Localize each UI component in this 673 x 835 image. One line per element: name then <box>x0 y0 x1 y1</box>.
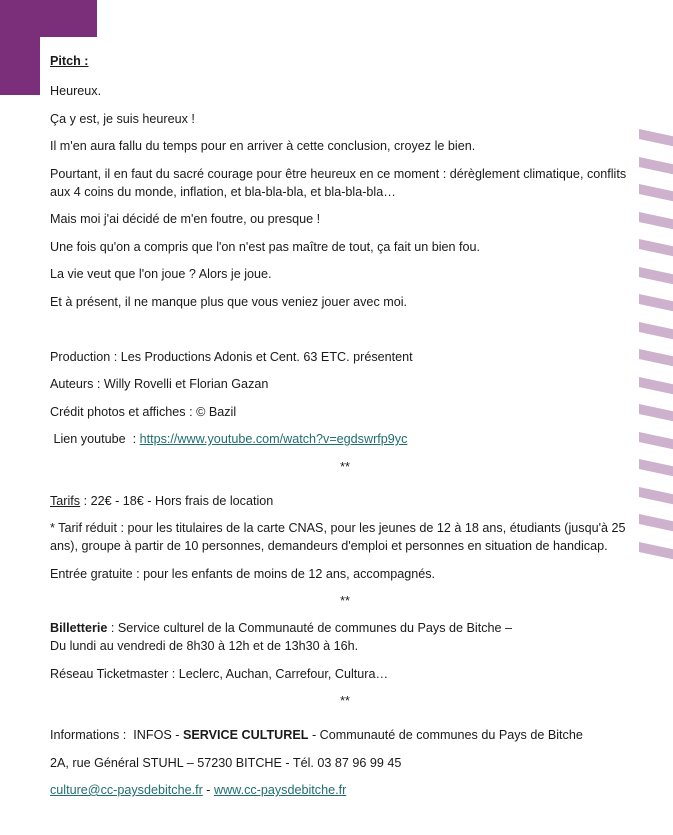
email-link[interactable]: culture@cc-paysdebitche.fr <box>50 783 203 797</box>
pitch-paragraph: Ça y est, je suis heureux ! <box>50 111 195 126</box>
billetterie-label: Billetterie <box>50 621 108 635</box>
side-stripes-decoration <box>639 127 673 569</box>
stripe <box>639 212 673 235</box>
auteurs-line: Auteurs : Willy Rovelli et Florian Gazan <box>50 377 269 391</box>
production-line: Production : Les Productions Adonis et Cent. 63 ETC. présentent <box>50 349 413 364</box>
stripe <box>639 294 673 317</box>
pitch-title: Pitch : <box>50 54 89 68</box>
link-separator: - <box>202 783 214 797</box>
stripe <box>639 514 673 537</box>
stripe <box>639 404 673 427</box>
pitch-paragraph: Et à présent, il ne manque plus que vous veniez jouer avec moi. <box>50 294 408 309</box>
document-body <box>50 52 640 799</box>
separator: ** <box>340 694 350 708</box>
stripe <box>639 349 673 372</box>
youtube-link[interactable]: https://www.youtube.com/watch?v=egdswrfp9yc <box>139 432 408 446</box>
service-culturel: SERVICE CULTUREL <box>182 728 309 742</box>
billetterie-line <box>50 619 640 637</box>
corner-bar-decoration <box>0 37 40 95</box>
stripe <box>639 129 673 152</box>
youtube-line <box>50 430 640 448</box>
corner-decoration <box>0 0 97 37</box>
stripe <box>639 542 673 565</box>
website-link[interactable]: www.cc-paysdebitche.fr <box>213 783 347 797</box>
stripe <box>639 157 673 180</box>
stripe <box>639 432 673 455</box>
tarifs-line <box>50 492 640 510</box>
youtube-label: Lien youtube : <box>50 432 140 446</box>
pitch-paragraph: Pourtant, il en faut du sacré courage pour être heureux en ce moment : dérèglement climatique, conflits aux 4 coins du monde, inflation, et bla-bla-bla, et bla-bla-bla… <box>50 166 627 199</box>
stripe <box>639 239 673 262</box>
stripe <box>639 322 673 345</box>
tarifs-label: Tarifs <box>50 493 81 508</box>
billetterie-text: : Service culturel de la Communauté de communes du Pays de Bitche – <box>107 621 513 635</box>
stripe <box>639 487 673 510</box>
billetterie-hours: Du lundi au vendredi de 8h30 à 12h et de 13h30 à 16h. <box>50 639 359 653</box>
pitch-paragraph: La vie veut que l'on joue ? Alors je joue. <box>50 267 272 281</box>
stripe <box>639 184 673 207</box>
reseau-ticketmaster: Réseau Ticketmaster : Leclerc, Auchan, Carrefour, Cultura… <box>50 666 389 681</box>
pitch-paragraph: Mais moi j'ai décidé de m'en foutre, ou presque ! <box>50 212 321 226</box>
contact-links <box>50 781 640 799</box>
informations-line <box>50 726 640 744</box>
separator: ** <box>340 594 350 608</box>
stripe <box>639 459 673 482</box>
informations-suffix: - Communauté de communes du Pays de Bitche <box>308 728 583 742</box>
address-line: 2A, rue Général STUHL – 57230 BITCHE - Tél. 03 87 96 99 45 <box>50 755 402 770</box>
pitch-paragraph: Une fois qu'on a compris que l'on n'est pas maître de tout, ça fait un bien fou. <box>50 239 481 254</box>
tarifs-value: : 22€ - 18€ - Hors frais de location <box>80 493 274 508</box>
entree-gratuite: Entrée gratuite : pour les enfants de moins de 12 ans, accompagnés. <box>50 566 436 581</box>
pitch-paragraph: Il m'en aura fallu du temps pour en arriver à cette conclusion, croyez le bien. <box>50 139 476 153</box>
tarif-reduit: * Tarif réduit : pour les titulaires de la carte CNAS, pour les jeunes de 12 à 18 ans, étudiants (jusqu'à 25 ans), groupe à partir de 10 personnes, demandeurs d'emploi et personnes en situation de handicap. <box>50 521 626 553</box>
informations-prefix: Informations : INFOS - <box>50 728 183 742</box>
stripe <box>639 267 673 290</box>
separator: ** <box>340 459 350 474</box>
stripe <box>639 377 673 400</box>
credit-photos-line: Crédit photos et affiches : © Bazil <box>50 404 237 419</box>
pitch-paragraph: Heureux. <box>50 84 102 98</box>
